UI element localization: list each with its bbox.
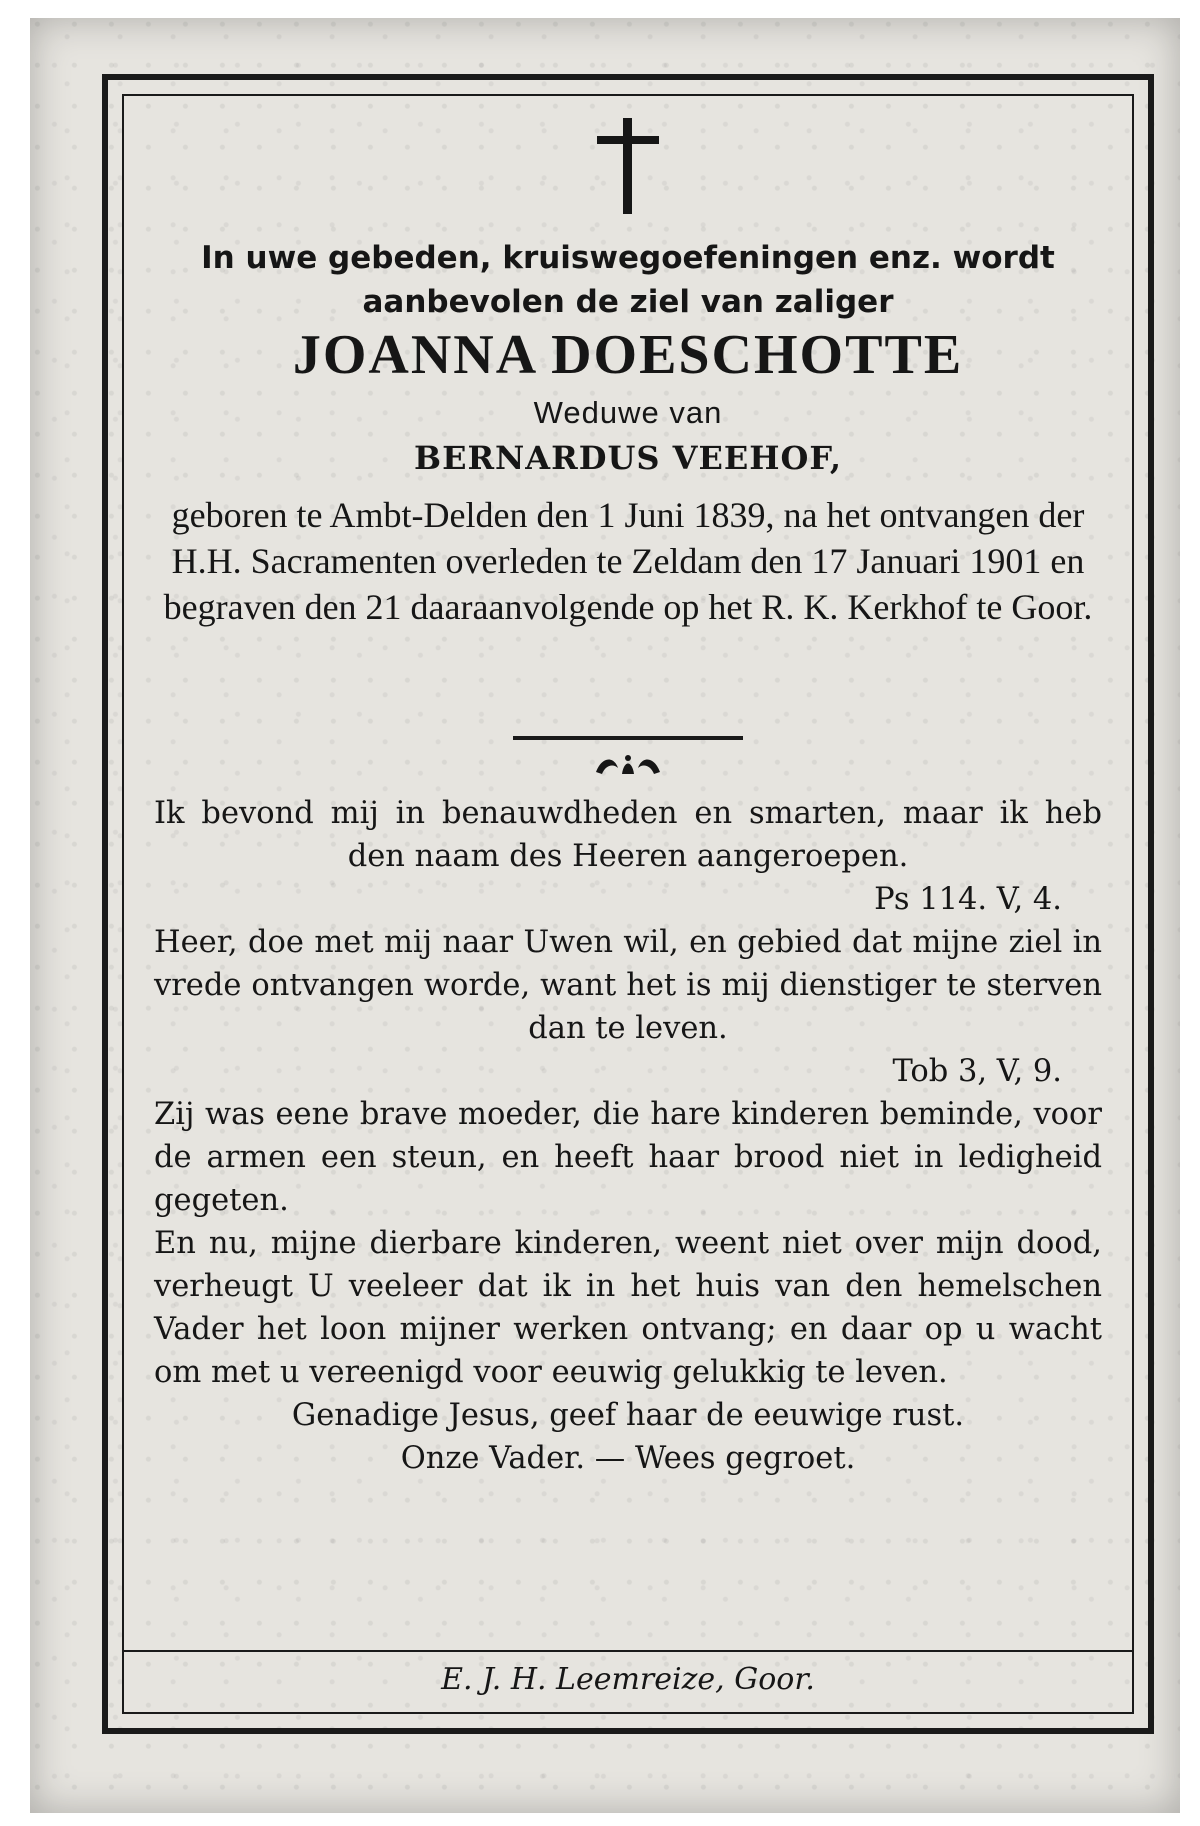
footer-divider xyxy=(124,1650,1132,1652)
life-details: geboren te Ambt-Delden den 1 Juni 1839, na het ontvangen der H.H. Sacramenten overleden te Zeldam den 17 Januari 1901 en begraven den 21 daaraanvolgende op het R. K. Kerkhof te Goor. xyxy=(163,495,1093,627)
memorial-card xyxy=(30,18,1180,1813)
divider-line xyxy=(513,736,743,740)
floral-ornament-icon xyxy=(588,750,668,780)
scripture-reference-2: Tob 3, V, 9. xyxy=(892,1054,1062,1089)
printer-credit: E. J. H. Leemreize, Goor. xyxy=(441,1662,815,1697)
card-border xyxy=(102,74,1154,1734)
deceased-name: JOANNA DOESCHOTTE xyxy=(292,324,964,386)
verse-3: Zij was eene brave moeder, die hare kinderen beminde, voor de armen een steun, en heeft haar brood niet in ledigheid gegeten. xyxy=(154,1097,1102,1218)
prayer-line-1: Genadige Jesus, geef haar de eeuwige rust. xyxy=(291,1398,965,1433)
verse-2: Heer, doe met mij naar Uwen wil, en gebied dat mijne ziel in vrede ontvangen worde, want het is mij dienstiger te sterven dan te leven. xyxy=(154,925,1102,1046)
verses-section xyxy=(154,792,1102,1480)
prayer-line-2: Onze Vader. — Wees gegroet. xyxy=(400,1441,856,1476)
card-inner-border xyxy=(122,94,1134,1714)
widow-label: Weduwe van xyxy=(533,395,723,430)
scripture-reference-1: Ps 114. V, 4. xyxy=(874,882,1062,917)
husband-name: BERNARDUS VEEHOF, xyxy=(414,439,842,477)
latin-cross-icon xyxy=(593,118,663,214)
intro-text: In uwe gebeden, kruiswegoefeningen enz. wordt aanbevolen de ziel van zaliger xyxy=(201,240,1055,320)
verse-1: Ik bevond mij in benauwdheden en smarten, maar ik heb den naam des Heeren aangeroepen. xyxy=(154,796,1102,874)
verse-4: En nu, mijne dierbare kinderen, weent niet over mijn dood, verheugt U veeleer dat ik in het huis van den hemelschen Vader het loon mijner werken ontvang; en daar op u wacht om met u vereenigd voor eeuwig gelukkig te leven. xyxy=(154,1226,1102,1390)
